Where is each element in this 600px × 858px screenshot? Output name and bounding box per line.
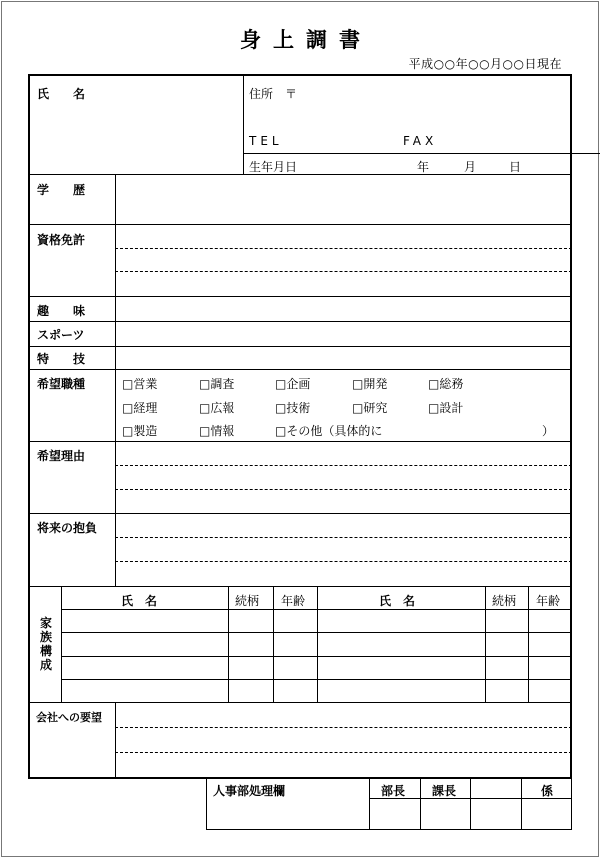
- reason-dashed-line: [115, 465, 572, 466]
- family-col-divider: [317, 586, 318, 702]
- future-label: 将来の抱負: [37, 521, 98, 535]
- day-label: 日: [509, 160, 522, 174]
- header-divider: [243, 76, 244, 174]
- family-col-divider: [485, 586, 486, 702]
- reason-label: 希望理由: [37, 449, 86, 463]
- stamp-col-divider: [521, 779, 522, 829]
- hr-stamp-box: [206, 779, 572, 830]
- family-relation-header: 続柄: [235, 594, 260, 608]
- future-dashed-line: [115, 561, 572, 562]
- requests-dashed-line: [115, 727, 572, 728]
- job-option: □広報: [199, 401, 235, 415]
- name-label: 氏 名: [37, 87, 86, 101]
- job-option: □設計: [428, 401, 464, 415]
- job-option: □経理: [122, 401, 158, 415]
- job-option: □企画: [275, 377, 311, 391]
- form-table: [28, 74, 572, 779]
- date-line: 平成○○年○○月○○日現在: [408, 57, 562, 71]
- stamp-section-chief-label: 課長: [432, 784, 457, 798]
- family-age-header: 年齢: [536, 594, 561, 608]
- family-name-header: 氏 名: [121, 594, 158, 608]
- year-label: 年: [417, 160, 430, 174]
- education-label: 学 歴: [37, 183, 86, 197]
- reason-dashed-line: [115, 489, 572, 490]
- page-title: 身上調書: [240, 28, 372, 52]
- label-column-divider-bottom: [115, 702, 116, 779]
- future-dashed-line: [115, 537, 572, 538]
- family-bottom-line: [30, 702, 572, 703]
- reason-bottom-line: [30, 513, 572, 514]
- fax-label: FAX: [403, 134, 438, 148]
- job-close-paren: ）: [542, 424, 555, 438]
- family-relation-header: 続柄: [492, 594, 517, 608]
- job-option: □開発: [352, 377, 388, 391]
- desired-job-label: 希望職種: [37, 377, 86, 391]
- address-label: 住所 〒: [249, 87, 298, 101]
- skills-label: 特 技: [37, 352, 86, 366]
- stamp-col-divider: [470, 779, 471, 829]
- family-side-label: 家族構成: [39, 616, 52, 672]
- licenses-dashed-line: [115, 271, 572, 272]
- skills-bottom-line: [30, 369, 572, 370]
- family-row-line: [61, 632, 572, 633]
- desired-job-bottom-line: [30, 441, 572, 442]
- licenses-label: 資格免許: [37, 233, 86, 247]
- job-option: □営業: [122, 377, 158, 391]
- family-col-divider: [273, 586, 274, 702]
- licenses-dashed-line: [115, 248, 572, 249]
- family-row-line: [61, 656, 572, 657]
- stamp-col-divider: [420, 779, 421, 829]
- sports-bottom-line: [30, 346, 572, 347]
- education-bottom-line: [30, 224, 572, 225]
- stamp-col-divider: [369, 779, 370, 829]
- licenses-bottom-line: [30, 296, 572, 297]
- job-option: □総務: [428, 377, 464, 391]
- birth-label: 生年月日: [249, 160, 298, 174]
- job-option: □調査: [199, 377, 235, 391]
- requests-dashed-line: [115, 752, 572, 753]
- birth-top-line: [243, 153, 600, 154]
- tel-label: TEL: [249, 134, 283, 148]
- job-option: □技術: [275, 401, 311, 415]
- hobbies-bottom-line: [30, 321, 572, 322]
- hr-dept-label: 人事部処理欄: [213, 784, 286, 798]
- family-age-header: 年齢: [281, 594, 306, 608]
- job-option: □研究: [352, 401, 388, 415]
- job-option: □情報: [199, 424, 235, 438]
- family-row-line: [61, 679, 572, 680]
- month-label: 月: [464, 160, 477, 174]
- family-name-header: 氏 名: [379, 594, 416, 608]
- requests-label: 会社への要望: [36, 711, 102, 724]
- sports-label: スポーツ: [37, 328, 85, 342]
- header-bottom-line: [30, 174, 572, 175]
- family-side-divider: [61, 586, 62, 702]
- stamp-staff-label: 係: [541, 784, 554, 798]
- family-col-divider: [528, 586, 529, 702]
- stamp-manager-label: 部長: [381, 784, 406, 798]
- job-option-other: □その他（具体的に: [275, 424, 383, 438]
- hobbies-label: 趣 味: [37, 304, 86, 318]
- family-row-line: [61, 609, 572, 610]
- label-column-divider: [115, 174, 116, 586]
- family-col-divider: [228, 586, 229, 702]
- job-option: □製造: [122, 424, 158, 438]
- future-bottom-line: [30, 586, 572, 587]
